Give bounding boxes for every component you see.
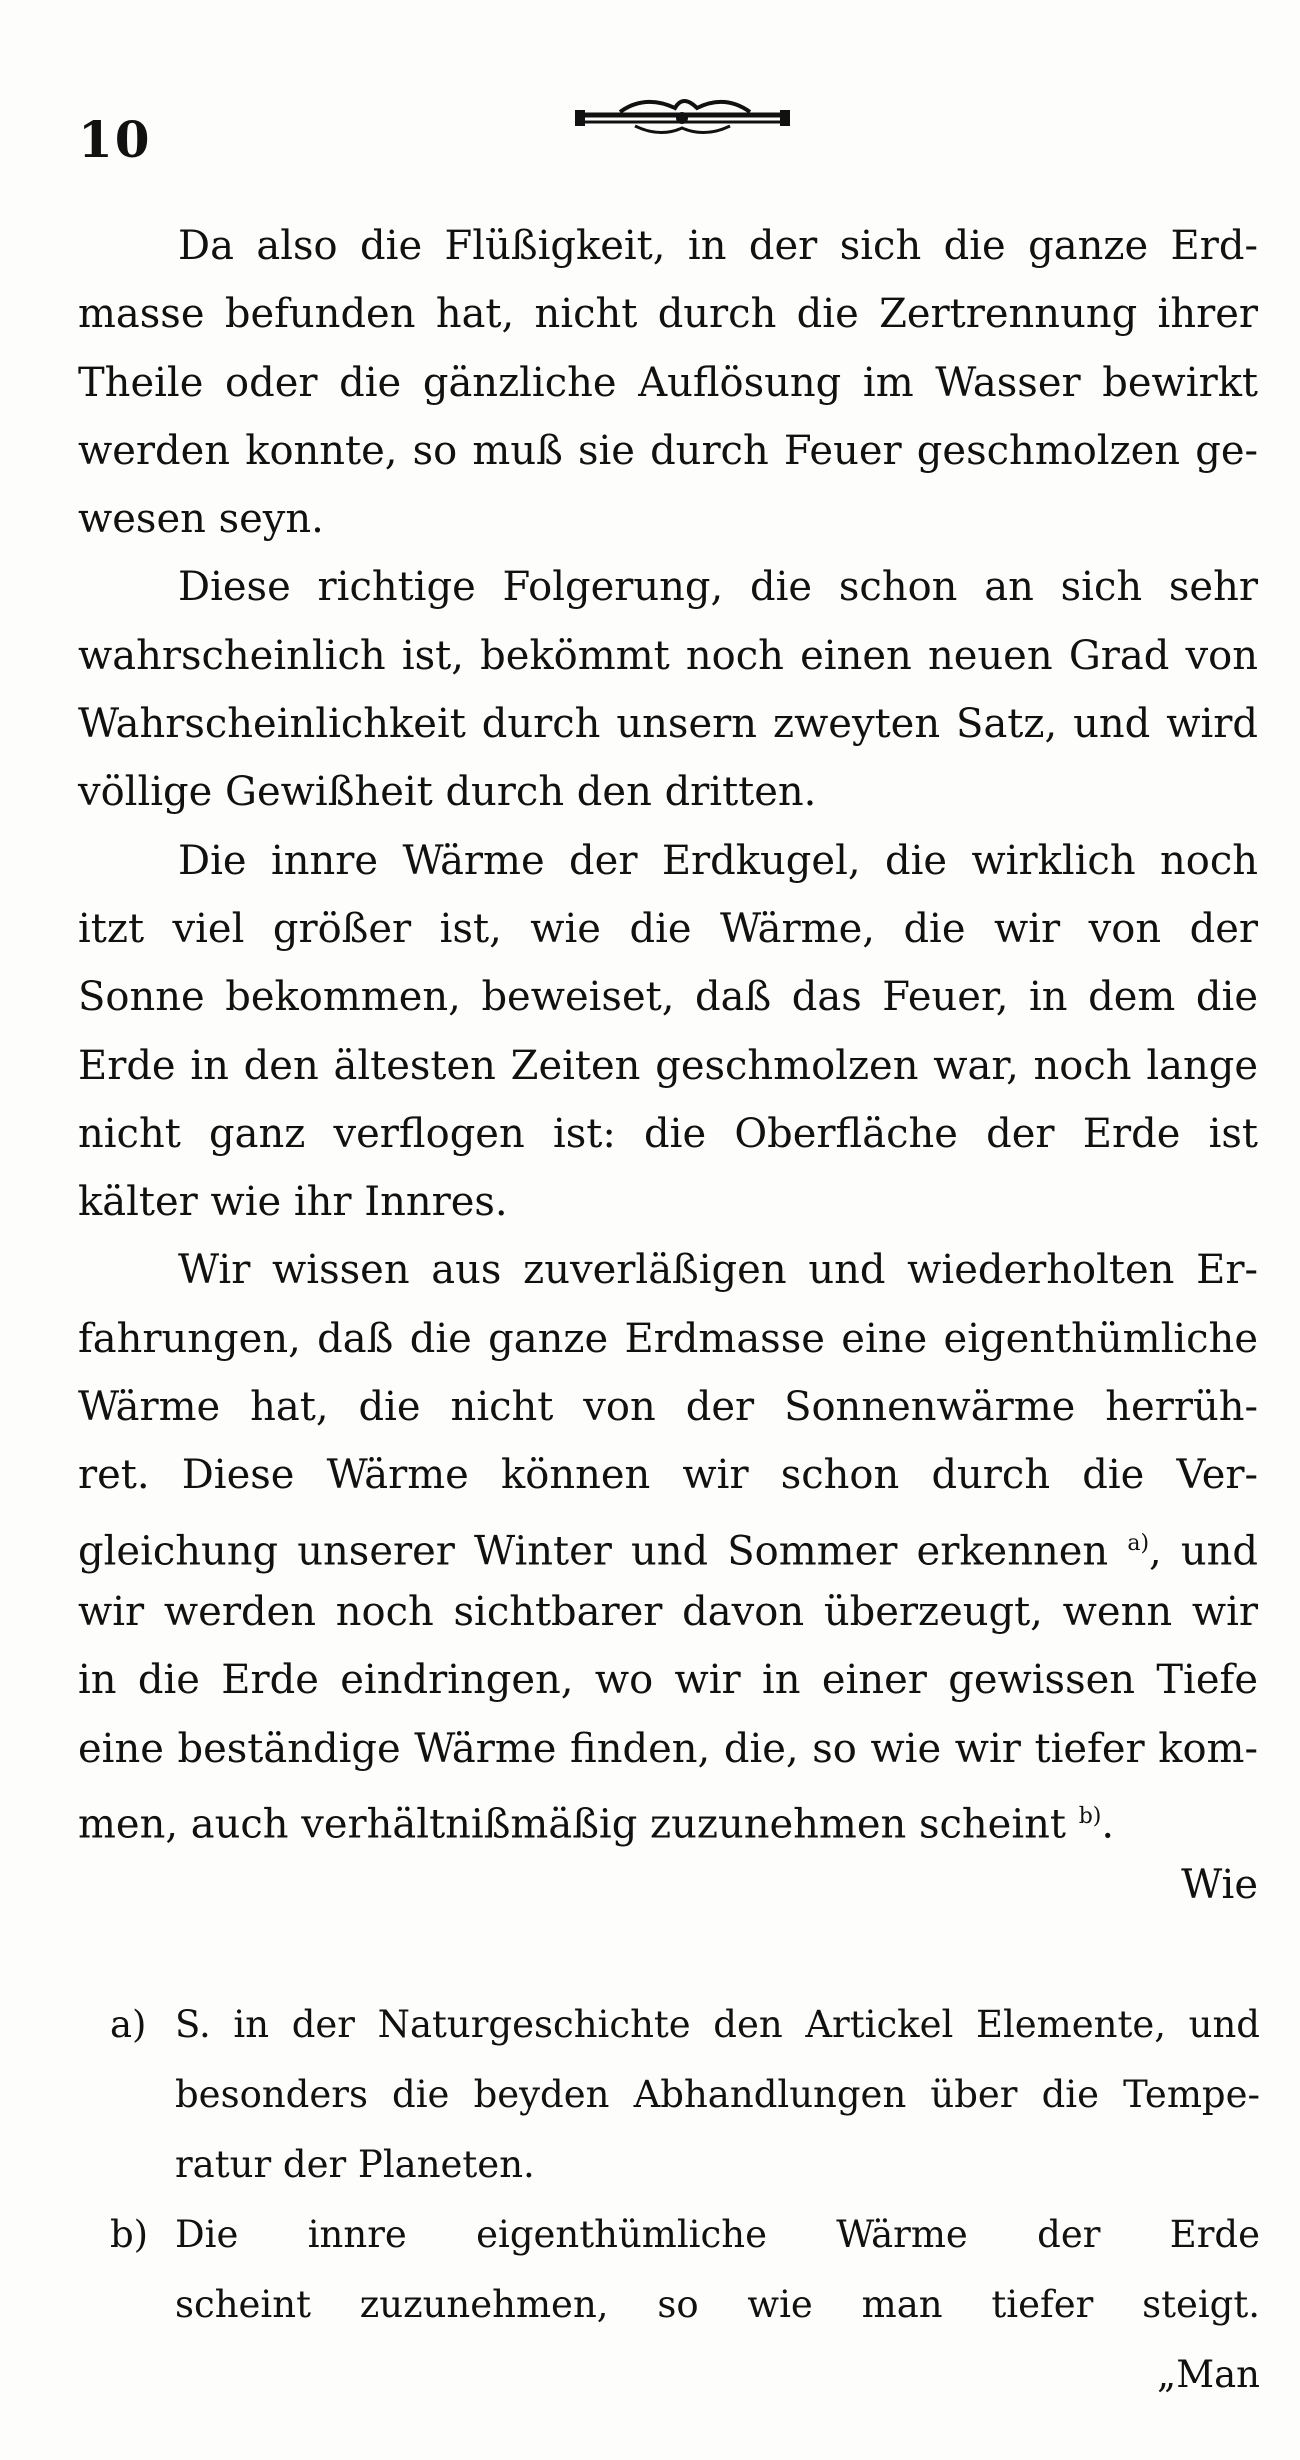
footnote-mark: b) [110, 2213, 149, 2256]
text-segment: . [1101, 1801, 1115, 1848]
text-line: wahrscheinlich ist, bekömmt noch einen neuen Grad von [78, 632, 1258, 679]
page-number: 10 [78, 110, 152, 169]
text-line: fahrungen, daß die ganze Erdmasse eine eigenthümliche [78, 1315, 1258, 1362]
text-line: in die Erde eindringen, wo wir in einer gewissen Tiefe [78, 1657, 1258, 1704]
text-line: ret. Diese Wärme können wir schon durch die Ver- [78, 1452, 1258, 1499]
text-segment: , und [1149, 1527, 1259, 1574]
footnote-line: besonders die beyden Abhandlungen über die Tempe- [175, 2073, 1260, 2116]
footnote-line [110, 2200, 1260, 2270]
text-line: itzt viel größer ist, wie die Wärme, die wir von der [78, 905, 1258, 952]
text-segment: men, auch verhältnißmäßig zuzunehmen scheint [78, 1801, 1066, 1848]
text-segment: gleichung unserer Winter und Sommer erkennen [78, 1527, 1109, 1574]
text-line: wesen seyn. [78, 496, 324, 543]
text-line: Da also die Flüßigkeit, in der sich die ganze Erd- [178, 223, 1258, 269]
text-line: Wir wissen aus zuverläßigen und wiederholten Er- [178, 1247, 1258, 1294]
text-line: wir werden noch sichtbarer davon überzeugt, wenn wir [78, 1588, 1258, 1635]
footnote-ref-b: b) [1078, 1803, 1102, 1829]
ornamental-rule-icon [575, 90, 790, 140]
text-line: masse befunden hat, nicht durch die Zertrennung ihrer [78, 291, 1258, 338]
footnote-mark: a) [110, 2003, 147, 2046]
body-text [78, 212, 1258, 1919]
text-line: Wärme hat, die nicht von der Sonnenwärme herrüh- [78, 1384, 1258, 1431]
footnote-text: Die innre eigenthümliche Wärme der Erde [175, 2213, 1260, 2256]
catchword: „Man [1157, 2353, 1260, 2396]
footnote-ref-a: a) [1127, 1530, 1150, 1556]
text-line: nicht ganz verflogen ist: die Oberfläche der Erde ist [78, 1110, 1258, 1157]
text-line-with-note [78, 1510, 1258, 1578]
footnote-line [110, 1990, 1260, 2060]
text-line: Theile oder die gänzliche Auflösung im Wasser bewirkt [78, 359, 1258, 406]
text-line: werden konnte, so muß sie durch Feuer geschmolzen ge- [78, 427, 1258, 474]
footnote-line: ratur der Planeten. [175, 2143, 535, 2186]
catchword-body: Wie [1181, 1862, 1258, 1909]
text-line: eine beständige Wärme finden, die, so wie wir tiefer kom- [78, 1725, 1258, 1772]
text-line: völlige Gewißheit durch den dritten. [78, 769, 817, 816]
text-line: Die innre Wärme der Erdkugel, die wirklich noch [178, 837, 1258, 884]
text-line-with-note [78, 1783, 1258, 1851]
text-line: Wahrscheinlichkeit durch unsern zweyten Satz, und wird [78, 701, 1258, 748]
text-line: Sonne bekommen, beweiset, daß das Feuer, in dem die [78, 974, 1258, 1021]
text-line: kälter wie ihr Innres. [78, 1179, 508, 1226]
text-line: Erde in den ältesten Zeiten geschmolzen war, noch lange [78, 1042, 1258, 1089]
text-line: Diese richtige Folgerung, die schon an sich sehr [178, 564, 1258, 611]
footnotes [110, 1990, 1260, 2410]
footnote-text: S. in der Naturgeschichte den Artickel Elemente, und [175, 2003, 1260, 2046]
footnote-line: scheint zuzunehmen, so wie man tiefer steigt. [175, 2283, 1260, 2326]
